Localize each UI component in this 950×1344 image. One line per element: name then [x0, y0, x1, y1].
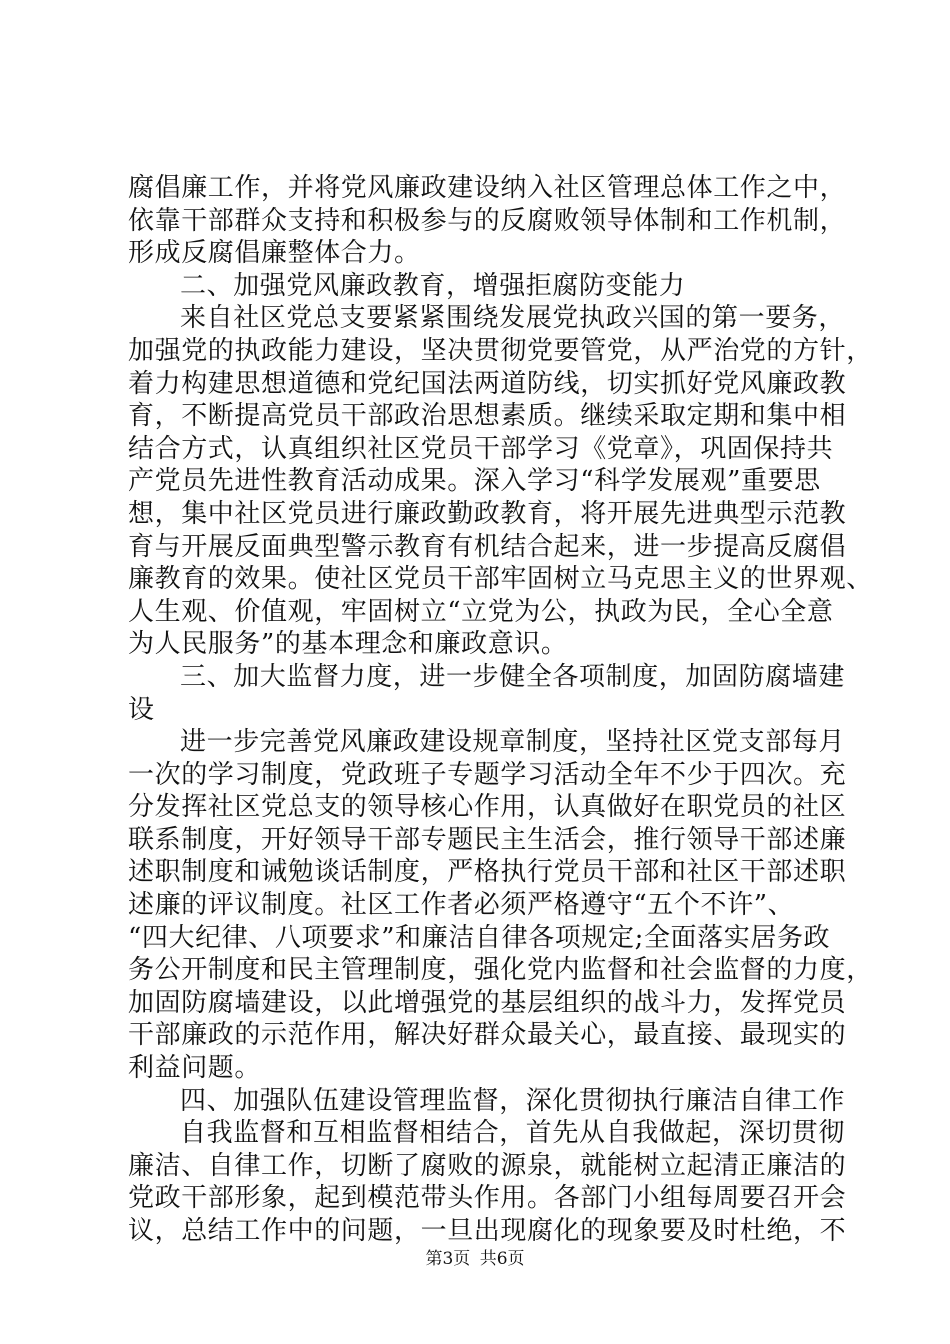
text-line: 务公开制度和民主管理制度，强化党内监督和社会监督的力度， [128, 955, 873, 986]
page-total: 共6页 [479, 1249, 525, 1269]
text-line: 设 [128, 694, 155, 725]
text-line: 自我监督和互相监督相结合，首先从自我做起，深切贯彻 [180, 1118, 846, 1149]
text-line: 来自社区党总支要紧紧围绕发展党执政兴国的第一要务， [180, 303, 846, 334]
text-line: 进一步完善党风廉政建设规章制度，坚持社区党支部每月 [180, 727, 846, 758]
text-line: 一次的学习制度，党政班子专题学习活动全年不少于四次。充 [128, 759, 847, 790]
text-line: 二、加强党风廉政教育，增强拒腐防变能力 [180, 270, 686, 301]
text-line: 产党员先进性教育活动成果。深入学习“科学发展观”重要思 [128, 466, 821, 497]
text-line: 廉洁、自律工作，切断了腐败的源泉，就能树立起清正廉洁的 [128, 1150, 847, 1181]
text-line: 育，不断提高党员干部政治思想素质。继续采取定期和集中相 [128, 401, 847, 432]
document-body [128, 172, 873, 1248]
text-line: 议，总结工作中的问题，一旦出现腐化的现象要及时杜绝，不 [128, 1216, 847, 1246]
text-line: 想，集中社区党员进行廉政勤政教育，将开展先进典型示范教 [128, 498, 847, 529]
page-number: 第3页 [425, 1249, 471, 1269]
text-line: 联系制度，开好领导干部专题民主生活会，推行领导干部述廉 [128, 824, 847, 855]
text-line: 述职制度和诫勉谈话制度，严格执行党员干部和社区干部述职 [128, 857, 847, 888]
text-line: 廉教育的效果。使社区党员干部牢固树立马克思主义的世界观、 [128, 564, 873, 595]
page-footer [0, 1244, 950, 1269]
text-line: 利益问题。 [128, 1053, 262, 1084]
text-line: 干部廉政的示范作用，解决好群众最关心，最直接、最现实的 [128, 1020, 847, 1051]
text-line: 育与开展反面典型警示教育有机结合起来，进一步提高反腐倡 [128, 531, 847, 562]
text-line: 三、加大监督力度，进一步健全各项制度，加固防腐墙建 [180, 661, 846, 692]
text-line: “四大纪律、八项要求”和廉洁自律各项规定;全面落实居务政 [128, 922, 831, 953]
text-line: 为人民服务”的基本理念和廉政意识。 [128, 629, 568, 660]
text-line: 形成反腐倡廉整体合力。 [128, 238, 421, 269]
text-line: 结合方式，认真组织社区党员干部学习《党章》，巩固保持共 [128, 433, 834, 464]
text-line: 腐倡廉工作，并将党风廉政建设纳入社区管理总体工作之中， [128, 173, 847, 203]
text-line: 加固防腐墙建设，以此增强党的基层组织的战斗力，发挥党员 [128, 987, 847, 1018]
text-line: 党政干部形象，起到模范带头作用。各部门小组每周要召开会 [128, 1183, 847, 1214]
text-line: 四、加强队伍建设管理监督，深化贯彻执行廉洁自律工作 [180, 1085, 846, 1116]
text-line: 分发挥社区党总支的领导核心作用，认真做好在职党员的社区 [128, 792, 847, 823]
text-line: 着力构建思想道德和党纪国法两道防线，切实抓好党风廉政教 [128, 368, 847, 399]
text-line: 述廉的评议制度。社区工作者必须严格遵守“五个不许”、 [128, 890, 795, 921]
text-line: 依靠干部群众支持和积极参与的反腐败领导体制和工作机制， [128, 205, 847, 236]
text-line: 人生观、价值观，牢固树立“立党为公，执政为民，全心全意 [128, 596, 834, 627]
text-line: 加强党的执政能力建设，坚决贯彻党要管党，从严治党的方针， [128, 335, 873, 366]
